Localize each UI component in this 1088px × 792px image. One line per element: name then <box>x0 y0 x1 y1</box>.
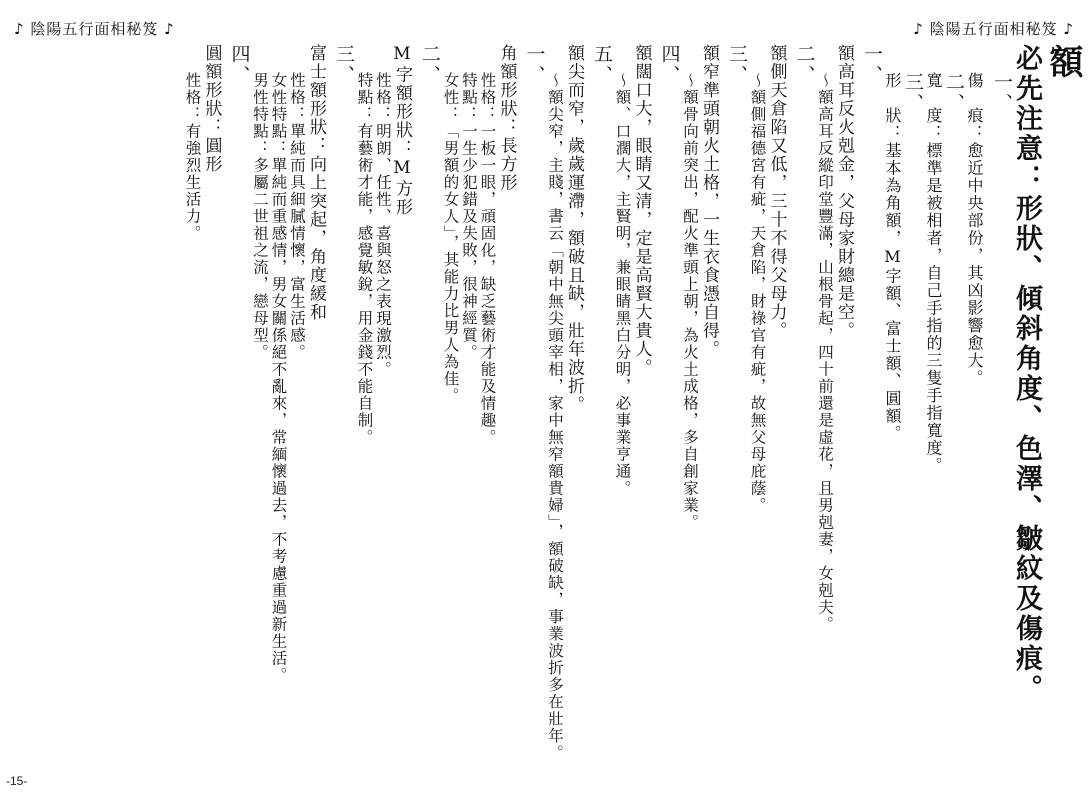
shape-line-1-2: 特點：一生少犯錯及失敗，很神經質。 <box>460 72 478 361</box>
running-head-right-text: 陰陽五行面相秘笈 <box>929 20 1058 38</box>
shape-line-3-2: 女性特點：單純而重感情，男女關係絕不亂來，常緬懷過去，不考慮重過新生活。 <box>269 72 288 684</box>
rule-body-2: ～額側福德宮有疵，天倉陷，財祿官有疵，故無父母庇蔭。 <box>748 72 767 514</box>
running-head-left-text: 陰陽五行面相秘笈 <box>30 20 159 38</box>
rule-marker-5: 五、 <box>591 44 613 86</box>
page-title: 必先注意：形狀、傾斜角度、色澤、皺紋及傷痕。 <box>1011 44 1042 704</box>
shape-marker-4: 四、 <box>228 44 251 86</box>
rule-body-1: ～額高耳反縱印堂豐滿，山根骨起，四十前還是虛花，且男剋妻，女剋夫。 <box>816 72 834 633</box>
rule-head-3: 額窄準頭朝火土格，一生衣食憑自得。 <box>699 44 719 359</box>
shape-line-1-1: 性格：一板一眼，頑固化，缺乏藝術才能及情趣。 <box>478 72 497 446</box>
section-headword: 額 <box>1043 44 1083 81</box>
shape-title-2: M字額形狀：M方形 <box>392 44 412 217</box>
ornament-icon: ♪ <box>164 20 175 38</box>
ornament-icon: ♪ <box>14 20 25 38</box>
shape-line-4-1: 性格：有強烈生活力。 <box>183 72 202 242</box>
shape-marker-3: 三、 <box>333 44 355 86</box>
rule-marker-4: 四、 <box>658 44 681 86</box>
shape-marker-2: 二、 <box>419 44 441 86</box>
note-text-3: 形 狀：基本為角額，M字額、富士額、圓額。 <box>883 72 902 443</box>
rule-head-2: 額側天倉陷又低，三十不得父母力。 <box>766 44 787 340</box>
rule-head-1: 額高耳反火剋金，父母家財總是空。 <box>834 44 854 340</box>
running-head-left <box>14 18 175 39</box>
shape-line-3-1: 性格：單純而具細膩情懷，富生活感。 <box>288 72 306 361</box>
shape-marker-1: 一、 <box>523 44 546 86</box>
shape-line-1-3: 女性：「男額的女人」，其能力比男人為佳。 <box>441 72 460 405</box>
shape-title-4: 圓額形狀：圓形 <box>201 44 222 174</box>
note-marker-3: 三、 <box>902 72 924 114</box>
shape-title-1: 角額形狀：長方形 <box>496 44 517 192</box>
rule-marker-2: 二、 <box>793 44 816 86</box>
rule-body-5: ～額尖窄，主賤，書云「朝中無尖頭宰相，家中無窄額貴婦」，額破缺，事業波折多在壯年。 <box>546 72 564 762</box>
rule-body-4: ～額、口濶大，主賢明，兼眼睛黑白分明，必事業亨通。 <box>613 72 632 497</box>
ornament-icon: ♪ <box>1063 20 1074 38</box>
shape-line-2-1: 性格：明朗、任性、喜與怒之表現激烈。 <box>374 72 392 378</box>
shape-line-2-2: 特點：有藝術才能，感覺敏銳，用金錢不能自制。 <box>355 72 374 446</box>
note-text-2: 寬 度：標準是被相者，自己手指的三隻手指寬度。 <box>924 72 943 475</box>
rule-marker-3: 三、 <box>726 44 748 86</box>
shape-title-3: 富士額形狀：向上突起，角度緩和 <box>306 44 326 322</box>
note-text-1: 傷 痕：愈近中央部份，其凶影響愈大。 <box>965 72 984 387</box>
ornament-icon: ♪ <box>913 20 924 38</box>
rule-head-4: 額闊口大，眼睛又清，定是高賢大貴人。 <box>631 44 652 377</box>
rule-body-3: ～額骨向前突出，配火準頭上朝，為火土成格，多自創家業。 <box>681 72 699 531</box>
shape-line-3-3: 男性特點：多屬二世祖之流，戀母型。 <box>251 72 269 361</box>
note-marker-2: 二、 <box>943 72 965 114</box>
running-head-right <box>913 18 1074 39</box>
rule-head-5: 額尖而窄，歲歲運滯，額破且缺，壯年波折。 <box>564 44 584 414</box>
rule-marker-1: 一、 <box>861 44 883 86</box>
page-number: -15- <box>6 774 28 788</box>
vertical-text-body <box>8 44 1083 764</box>
note-marker-1: 一、 <box>991 72 1013 114</box>
